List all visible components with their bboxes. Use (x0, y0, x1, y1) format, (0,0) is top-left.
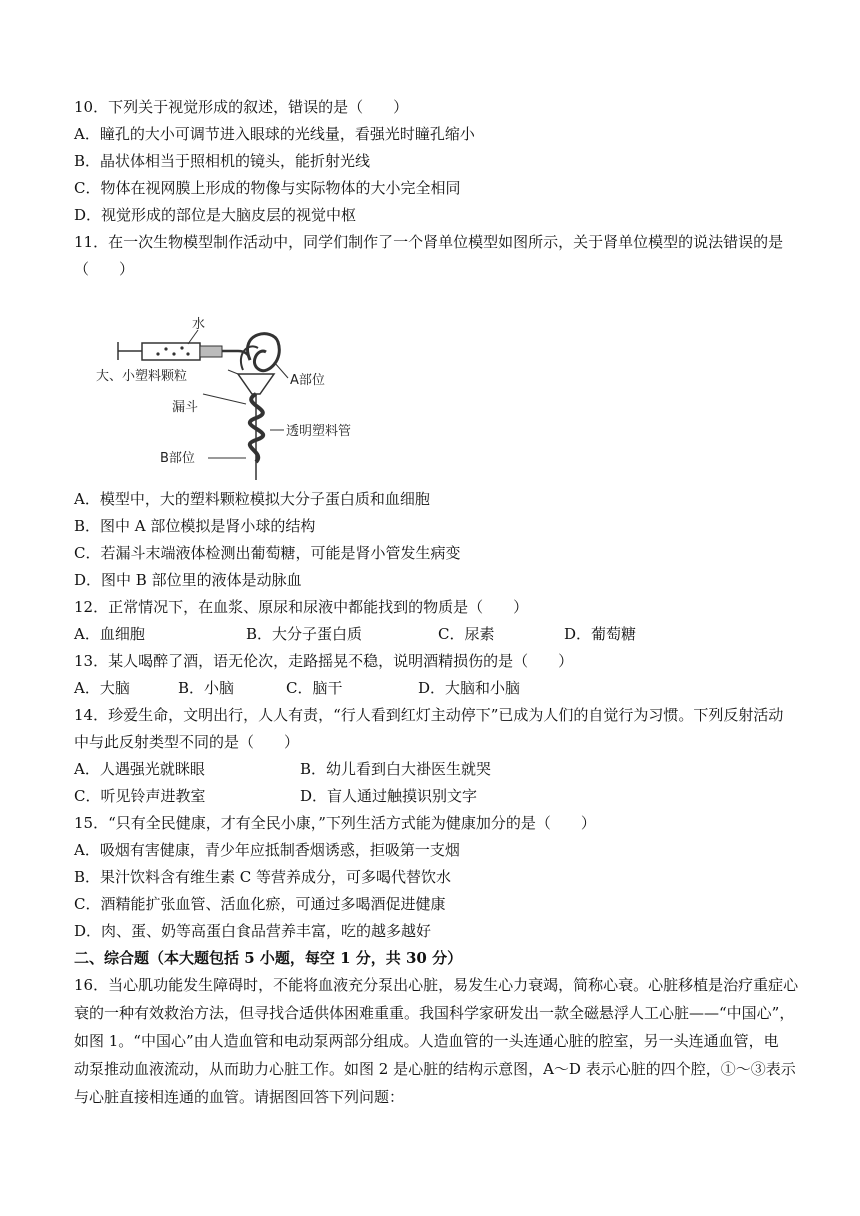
q14-option-b: B．幼儿看到白大褂医生就哭 (300, 760, 492, 778)
q11-stem-line1: 11．在一次生物模型制作活动中，同学们制作了一个肾单位模型如图所示，关于肾单位模型的说法错误的是 (74, 233, 784, 251)
q13-option-b: B．小脑 (178, 679, 235, 697)
q15-option-b: B．果汁饮料含有维生素 C 等营养成分，可多喝代替饮水 (74, 868, 452, 886)
q13-option-c: C．脑干 (286, 679, 343, 697)
q11-option-b: B．图中 A 部位模拟是肾小球的结构 (74, 517, 316, 535)
q14-stem-line2: 中与此反射类型不同的是（ ） (74, 733, 300, 751)
q12-option-d: D．葡萄糖 (564, 625, 637, 643)
q10-stem: 10．下列关于视觉形成的叙述，错误的是（ ） (74, 98, 409, 116)
q16-line3: 如图 1。“中国心”由人造血管和电动泵两部分组成。人造血管的一头连通心脏的腔室，另一头连通血管，电 (74, 1032, 779, 1050)
q15-stem: 15．“只有全民健康，才有全民小康，”下列生活方式能为健康加分的是（ ） (74, 814, 596, 832)
q10-option-c: C．物体在视网膜上形成的物像与实际物体的大小完全相同 (74, 179, 461, 197)
q10-option-d: D．视觉形成的部位是大脑皮层的视觉中枢 (74, 206, 357, 224)
q11-stem-line2: （ ） (74, 260, 135, 278)
q14-option-d: D．盲人通过触摸识别文字 (300, 787, 478, 805)
q16-line2: 衰的一种有效救治方法，但寻找合适供体困难重重。我国科学家研发出一款全磁悬浮人工心脏——“中国心”， (74, 1004, 795, 1022)
q15-option-c: C．酒精能扩张血管、活血化瘀，可通过多喝酒促进健康 (74, 895, 446, 913)
label-water: 水 (192, 317, 206, 332)
q10-option-b: B．晶状体相当于照相机的镜头，能折射光线 (74, 152, 371, 170)
q10-option-a: A．瞳孔的大小可调节进入眼球的光线量，看强光时瞳孔缩小 (74, 125, 475, 143)
q14-option-a: A．人遇强光就眯眼 (74, 760, 205, 778)
q11-option-d: D．图中 B 部位里的液体是动脉血 (74, 571, 302, 589)
q13-option-d: D．大脑和小脑 (418, 679, 521, 697)
q14-stem-line1: 14．珍爱生命，文明出行，人人有责，“行人看到红灯主动停下”已成为人们的自觉行为习惯。下列反射活动 (74, 706, 784, 724)
q12-option-a: A．血细胞 (74, 625, 145, 643)
nephron-model-figure (88, 312, 388, 480)
section2-heading: 二、综合题（本大题包括 5 小题，每空 1 分，共 30 分） (74, 949, 463, 967)
q12-option-b: B．大分子蛋白质 (246, 625, 363, 643)
q11-option-c: C．若漏斗末端液体检测出葡萄糖，可能是肾小管发生病变 (74, 544, 461, 562)
q15-option-a: A．吸烟有害健康，青少年应抵制香烟诱惑，拒吸第一支烟 (74, 841, 460, 859)
q16-line1: 16．当心肌功能发生障碍时，不能将血液充分泵出心脏，易发生心力衰竭，简称心衰。心脏移植是治疗重症心 (74, 976, 799, 994)
q16-line4: 动泵推动血液流动，从而助力心脏工作。如图 2 是心脏的结构示意图，A～D 表示心脏的四个腔，①～③表示 (74, 1060, 796, 1078)
q13-option-a: A．大脑 (74, 679, 130, 697)
label-tube: 透明塑料管 (286, 424, 352, 439)
label-funnel: 漏斗 (172, 400, 199, 415)
q15-option-d: D．肉、蛋、奶等高蛋白食品营养丰富，吃的越多越好 (74, 922, 432, 940)
q13-stem: 13．某人喝醉了酒，语无伦次，走路摇晃不稳，说明酒精损伤的是（ ） (74, 652, 574, 670)
label-particles: 大、小塑料颗粒 (96, 369, 188, 384)
label-part-a: A部位 (290, 373, 325, 388)
label-part-b: B部位 (160, 451, 195, 466)
q14-option-c: C．听见铃声进教室 (74, 787, 206, 805)
q12-option-c: C．尿素 (438, 625, 495, 643)
q12-stem: 12．正常情况下，在血浆、原尿和尿液中都能找到的物质是（ ） (74, 598, 529, 616)
q11-option-a: A．模型中，大的塑料颗粒模拟大分子蛋白质和血细胞 (74, 490, 430, 508)
q16-line5: 与心脏直接相连通的血管。请据图回答下列问题： (74, 1088, 405, 1106)
